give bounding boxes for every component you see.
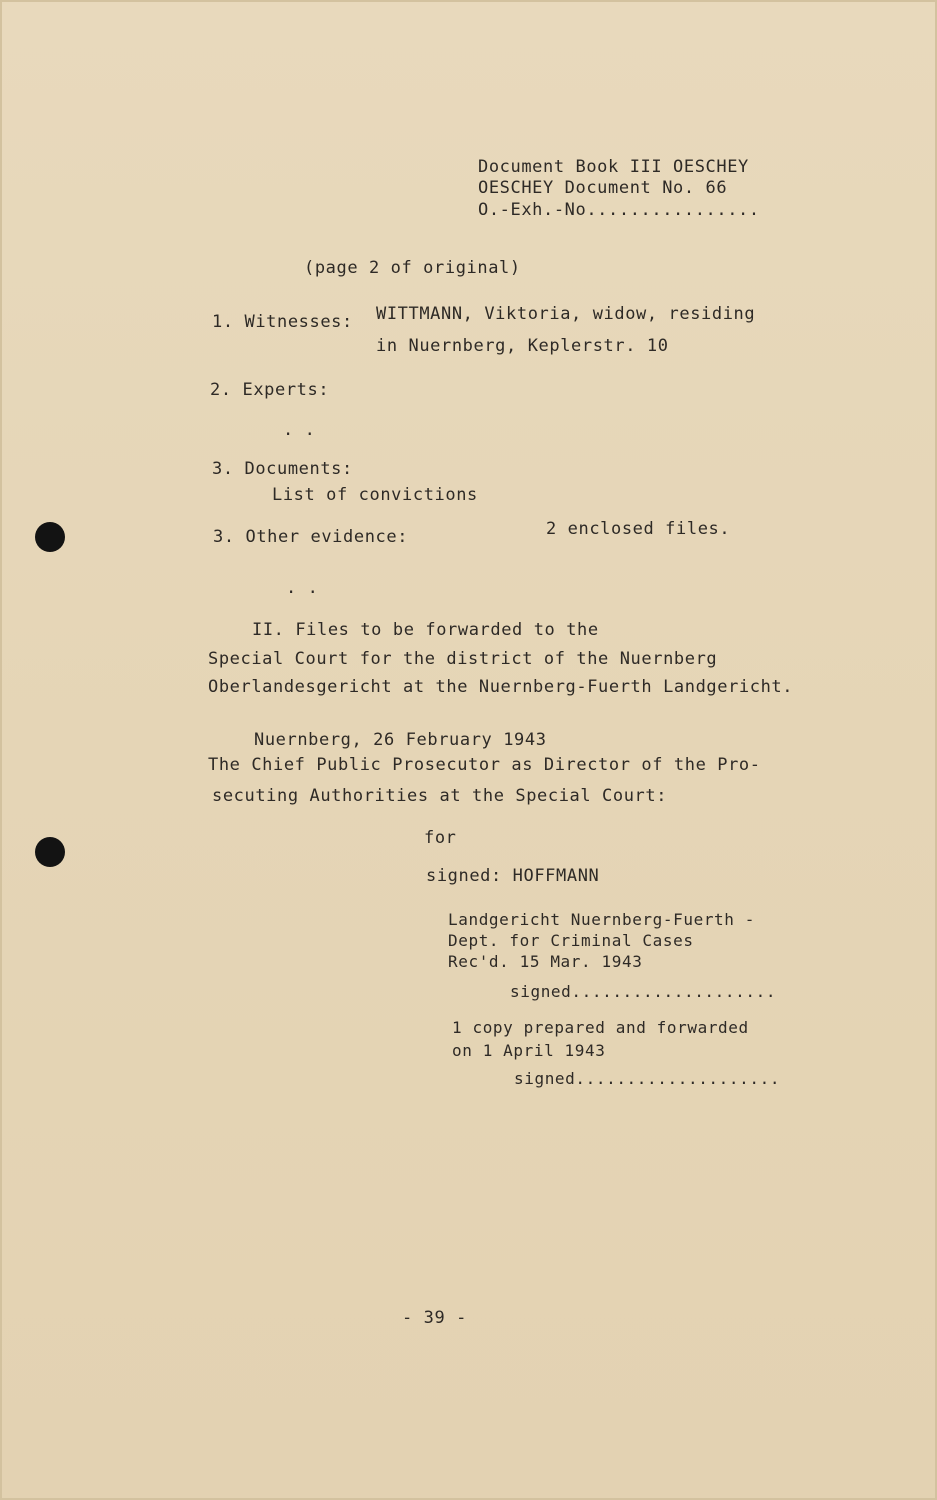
page-number: - 39 - [402, 1308, 468, 1328]
copy-signed: signed.................... [514, 1069, 781, 1088]
stamp-court: Landgericht Nuernberg-Fuerth - [448, 910, 755, 929]
other-evidence-value: 2 enclosed files. [546, 519, 731, 539]
other-evidence-marks: . . [286, 578, 319, 598]
experts-label: 2. Experts: [210, 380, 330, 400]
punch-hole-bottom [35, 837, 65, 867]
documents-label: 3. Documents: [212, 459, 353, 479]
copy-line-2: on 1 April 1943 [452, 1041, 606, 1060]
prosecutor-line-1: The Chief Public Prosecutor as Director of the Pro- [208, 755, 761, 775]
header-doc-number: OESCHEY Document No. 66 [478, 178, 728, 198]
header-exhibit-number: O.-Exh.-No................ [478, 200, 760, 220]
prosecutor-line-2: secuting Authorities at the Special Court: [212, 786, 668, 806]
stamp-received: Rec'd. 15 Mar. 1943 [448, 952, 643, 971]
files-line-1: II. Files to be forwarded to the [252, 620, 599, 640]
place-date: Nuernberg, 26 February 1943 [254, 730, 547, 750]
for-label: for [424, 828, 457, 848]
header-doc-book: Document Book III OESCHEY [478, 157, 749, 177]
files-line-3: Oberlandesgericht at the Nuernberg-Fuerth Landgericht. [208, 677, 794, 697]
page-reference: (page 2 of original) [304, 258, 521, 278]
other-evidence-label: 3. Other evidence: [213, 527, 409, 547]
documents-value: List of convictions [272, 485, 478, 505]
witnesses-line-1: WITTMANN, Viktoria, widow, residing [376, 304, 756, 324]
stamp-dept: Dept. for Criminal Cases [448, 931, 694, 950]
witnesses-label: 1. Witnesses: [212, 312, 353, 332]
witnesses-line-2: in Nuernberg, Keplerstr. 10 [376, 336, 669, 356]
files-line-2: Special Court for the district of the Nuernberg [208, 649, 718, 669]
copy-line-1: 1 copy prepared and forwarded [452, 1018, 749, 1037]
stamp-signed: signed.................... [510, 982, 777, 1001]
experts-value: . . [283, 420, 316, 440]
signed-hoffmann: signed: HOFFMANN [426, 866, 600, 886]
punch-hole-top [35, 522, 65, 552]
